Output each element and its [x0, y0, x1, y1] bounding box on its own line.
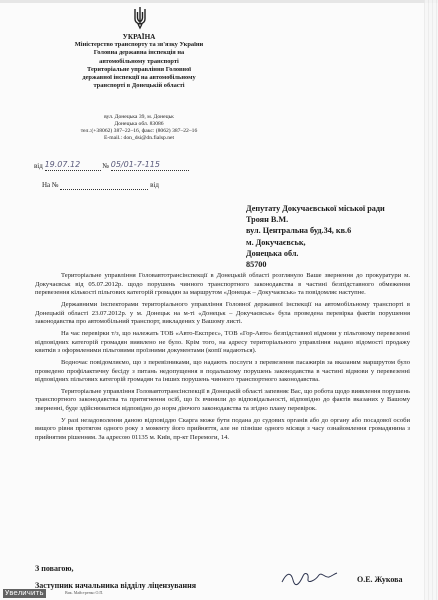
ref-number: 05/01-7-115	[110, 160, 160, 169]
letterhead-line: транспорті в Донецькій області	[93, 82, 185, 90]
letterhead-line: Головна державна інспекція на	[93, 49, 185, 57]
address-line: E-mail.: don_dsi@dn.fialsp.net	[103, 135, 175, 141]
letterhead-line: автомобільному транспорті	[99, 57, 179, 65]
letterhead-country: УКРАЇНА	[122, 33, 156, 41]
letterhead	[62, 33, 216, 90]
letterhead-address	[62, 114, 216, 142]
body-paragraph: Державними інспекторами територіального управління Головної державної інспекції на автомобільному транспорті в Донецькій області 23.07.2012р. у м. Донецьк на м-ті «Донецьк – Докучаєвськ» була проведена перевірка фактів порушення законодавства про автомобільний транспорт, викладених у Вашому листі.	[35, 300, 410, 326]
zoom-watermark[interactable]: Увеличить	[5, 589, 44, 597]
ref-to-no-line	[60, 189, 148, 190]
recipient-line: 85700	[246, 260, 267, 270]
recipient-line: Депутату Докучаєвської міської ради	[246, 204, 385, 213]
closing-block	[35, 564, 415, 590]
body-paragraph: У разі незадоволення даною відповіддю Скарга може бути подана до судових органів або до органу або посадової особи вищого рівня протягом одного року з моменту його прийняття, але не пізніше одного місяця з часу ознайомлення громадянина з прийнятим рішенням. За адресою 01135 м. Київ, пр-кт Перемоги, 14.	[35, 416, 410, 442]
signatory-name: О.Е. Жукова	[357, 574, 403, 584]
address-line: вул. Донецька 39, м. Донецьк	[104, 114, 174, 120]
address-line: Донецька обл. 83086	[114, 121, 164, 127]
recipient-line: вул. Центральна буд.34, кв.6	[246, 226, 352, 236]
ref-from-label: від	[34, 162, 43, 170]
recipient-line: Донецька обл.	[246, 248, 299, 258]
scan-edge-right	[424, 0, 438, 600]
body-paragraph: На час перевірки т/з, що належать ТОВ «Авто-Експрес», ТОВ «Гор-Авто» безпідставної відмови у пільговому перевезенні відповідних категорій громадян виявлено не було. Крім того, на адресу територіального управління надано відомості продажу квитків з оформленими пільговими проїзними документами (копії надаються).	[35, 329, 410, 355]
ref-no-label: №	[102, 162, 109, 170]
ref-number-line	[111, 160, 189, 171]
ref-date-line	[45, 160, 101, 171]
address-line: тел.:(+38062) 387–22–16, факс: (8062) 387–22–16	[80, 128, 198, 134]
letter-body	[35, 272, 410, 446]
recipient-line: Троян В.М.	[246, 215, 289, 225]
body-paragraph: Водночас повідомляємо, що з перевізниками, що надають послуги з перевезення пасажирів за вказаним маршрутом було проведено профілактичну бесіду з питань недопущення в подальшому порушень законодавства в частині відмови у перевезенні відповідних пільгових категорій громадян та інших порушень чинного транспортного законодавства.	[35, 358, 410, 384]
ref-to-from-label: від	[150, 181, 159, 189]
ref-to-no-label: На №	[42, 181, 59, 189]
ref-date: 19.07.12	[44, 160, 81, 169]
executor-note: Вик. Майстренко О.П.	[65, 590, 104, 595]
closing-greeting: З повагою,	[35, 564, 74, 573]
handwritten-signature	[279, 569, 339, 587]
recipient-block	[246, 203, 421, 270]
trident-emblem-icon	[132, 6, 148, 30]
signatory-position: Заступник начальника відділу ліцензування	[35, 580, 197, 590]
letterhead-line: державної інспекції на автомобільному	[82, 74, 196, 82]
recipient-line: м. Докучаєвськ,	[246, 237, 306, 247]
body-paragraph: Територіальне управління Головавтотрансінспекції в Донецькій області розглянуло Ваше звернення до прокуратури м. Докучаєвськ від 05.07.2012р. щодо порушень чинного транспортного законодавства в частині безпідставного обмеження перевезення кількості пільгових категорій громадян за маршрутом «Донецьк – Докучаєвськ» та повідомляє наступне.	[35, 272, 410, 297]
incoming-reference	[42, 181, 159, 190]
body-paragraph: Територіальне управління Головавтотрансінспекції в Донецькій області запевняє Вас, що робота щодо виявлення порушень транспортного законодавства та притягнення осіб, що їх вчинили до відповідальності, відповідно до фактів вказаних у Вашому зверненні, буде здійснюватися відповідно до норм діючого законодавства та згідно плану перевірок.	[35, 387, 410, 413]
letterhead-line: Територіальне управління Головної	[86, 65, 192, 73]
letterhead-line: Міністерство транспорту та зв'язку України	[74, 41, 204, 49]
scan-edge	[0, 0, 438, 3]
outgoing-reference	[34, 160, 189, 171]
signature-row	[35, 574, 415, 590]
